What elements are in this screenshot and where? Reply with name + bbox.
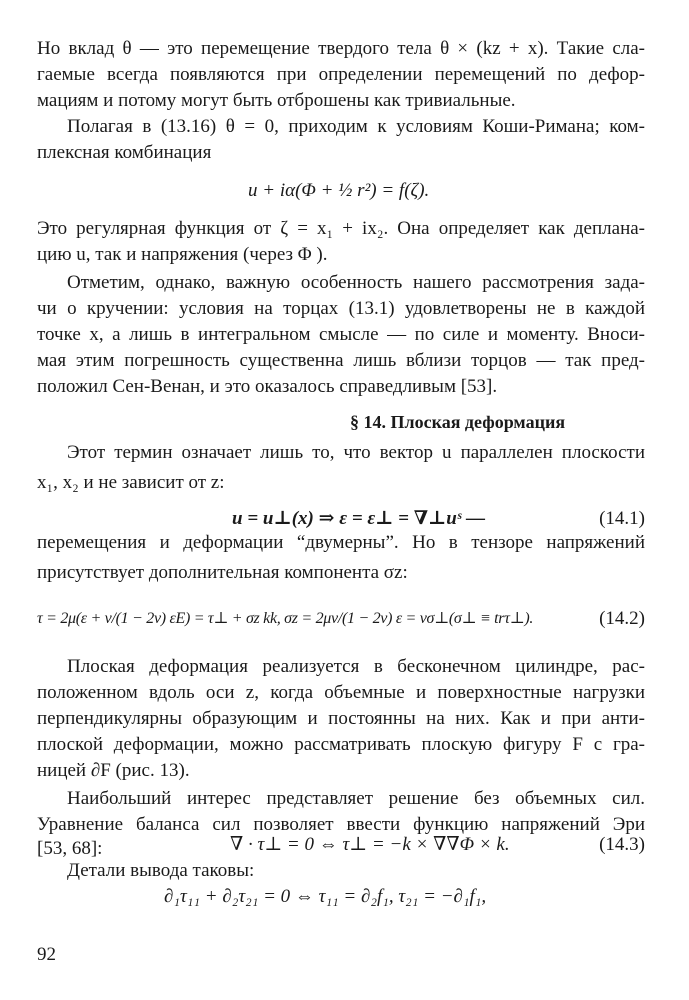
text-line: Уравнение баланса сил позволяет ввести функцию напряжений Эри [37,814,645,835]
text-line: Но вклад θ — это перемещение твердого тела θ × (kz + x). Такие сла- [37,38,645,59]
text-line: Это регулярная функция от ζ = x₁ + ix₂. Она определяет как деплана- [37,218,645,239]
text-line: плоской деформации, можно рассматривать плоскую фигуру F с гра- [37,734,645,755]
text-line: Полагая в (13.16) θ = 0, приходим к условиям Коши-Римана; ком- [67,116,645,137]
text-line: присутствует дополнительная компонента σz: [37,562,408,583]
text-line: x₁, x₂ и не зависит от z: [37,472,225,493]
text-line: Детали вывода таковы: [67,860,255,881]
equation-number: (14.1) [599,508,645,529]
text-line: Плоская деформация реализуется в бесконечном цилиндре, рас- [67,656,645,677]
text-line: плексная комбинация [37,142,212,163]
equation-airy-details: ∂₁τ₁₁ + ∂₂τ₂₁ = 0 ⇔ τ₁₁ = ∂₂f₁, τ₂₁ = −∂₁f₁, [164,886,487,907]
text-line: ницей ∂F (рис. 13). [37,760,190,781]
text-line: чи о кручении: условия на торцах (13.1) удовлетворены не в каждой [37,298,645,319]
text-line: мая этим погрешность существенна лишь вблизи торцов — так пред- [37,350,645,371]
text-line: гаемые всегда появляются при определении перемещений по дефор- [37,64,645,85]
text-line: [53, 68]: [37,838,103,859]
equation-14-2: τ = 2μ(ε + ν/(1 − 2ν) εE) = τ⊥ + σz kk, σz = 2μν/(1 − 2ν) ε = νσ⊥(σ⊥ ≡ trτ⊥). [37,610,534,627]
text-line: Отметим, однако, важную особенность нашего рассмотрения зада- [67,272,645,293]
text-line: перпендикулярны образующим и постоянны на них. Как и при анти- [37,708,645,729]
text-line: Наибольший интерес представляет решение без объемных сил. [67,788,645,809]
equation-14-3: ∇ · τ⊥ = 0 ⇔ τ⊥ = −k × ∇∇Φ × k. [230,834,510,855]
text-line: мациям и потому могут быть отброшены как тривиальные. [37,90,516,111]
text-line: положил Сен-Венан, и это оказалось справедливым [53]. [37,376,498,397]
section-heading: § 14. Плоская деформация [350,412,566,432]
page-number: 92 [37,944,56,965]
text-line: точке x, а лишь в интегральном смысле — по силе и моменту. Вноси- [37,324,645,345]
equation-number: (14.2) [599,608,645,629]
text-line: Этот термин означает лишь то, что вектор u параллелен плоскости [67,442,645,463]
text-line: положенном вдоль оси z, когда объемные и поверхностные нагрузки [37,682,645,703]
equation-number: (14.3) [599,834,645,855]
equation-14-1: u = u⊥(x) ⇒ ε = ε⊥ = ∇⊥uˢ — [232,508,486,529]
equation-cauchy-riemann: u + iα(Φ + ½ r²) = f(ζ). [248,180,430,201]
text-line: цию u, так и напряжения (через Φ ). [37,244,328,265]
text-line: перемещения и деформации “двумерны”. Но в тензоре напряжений [37,532,645,553]
